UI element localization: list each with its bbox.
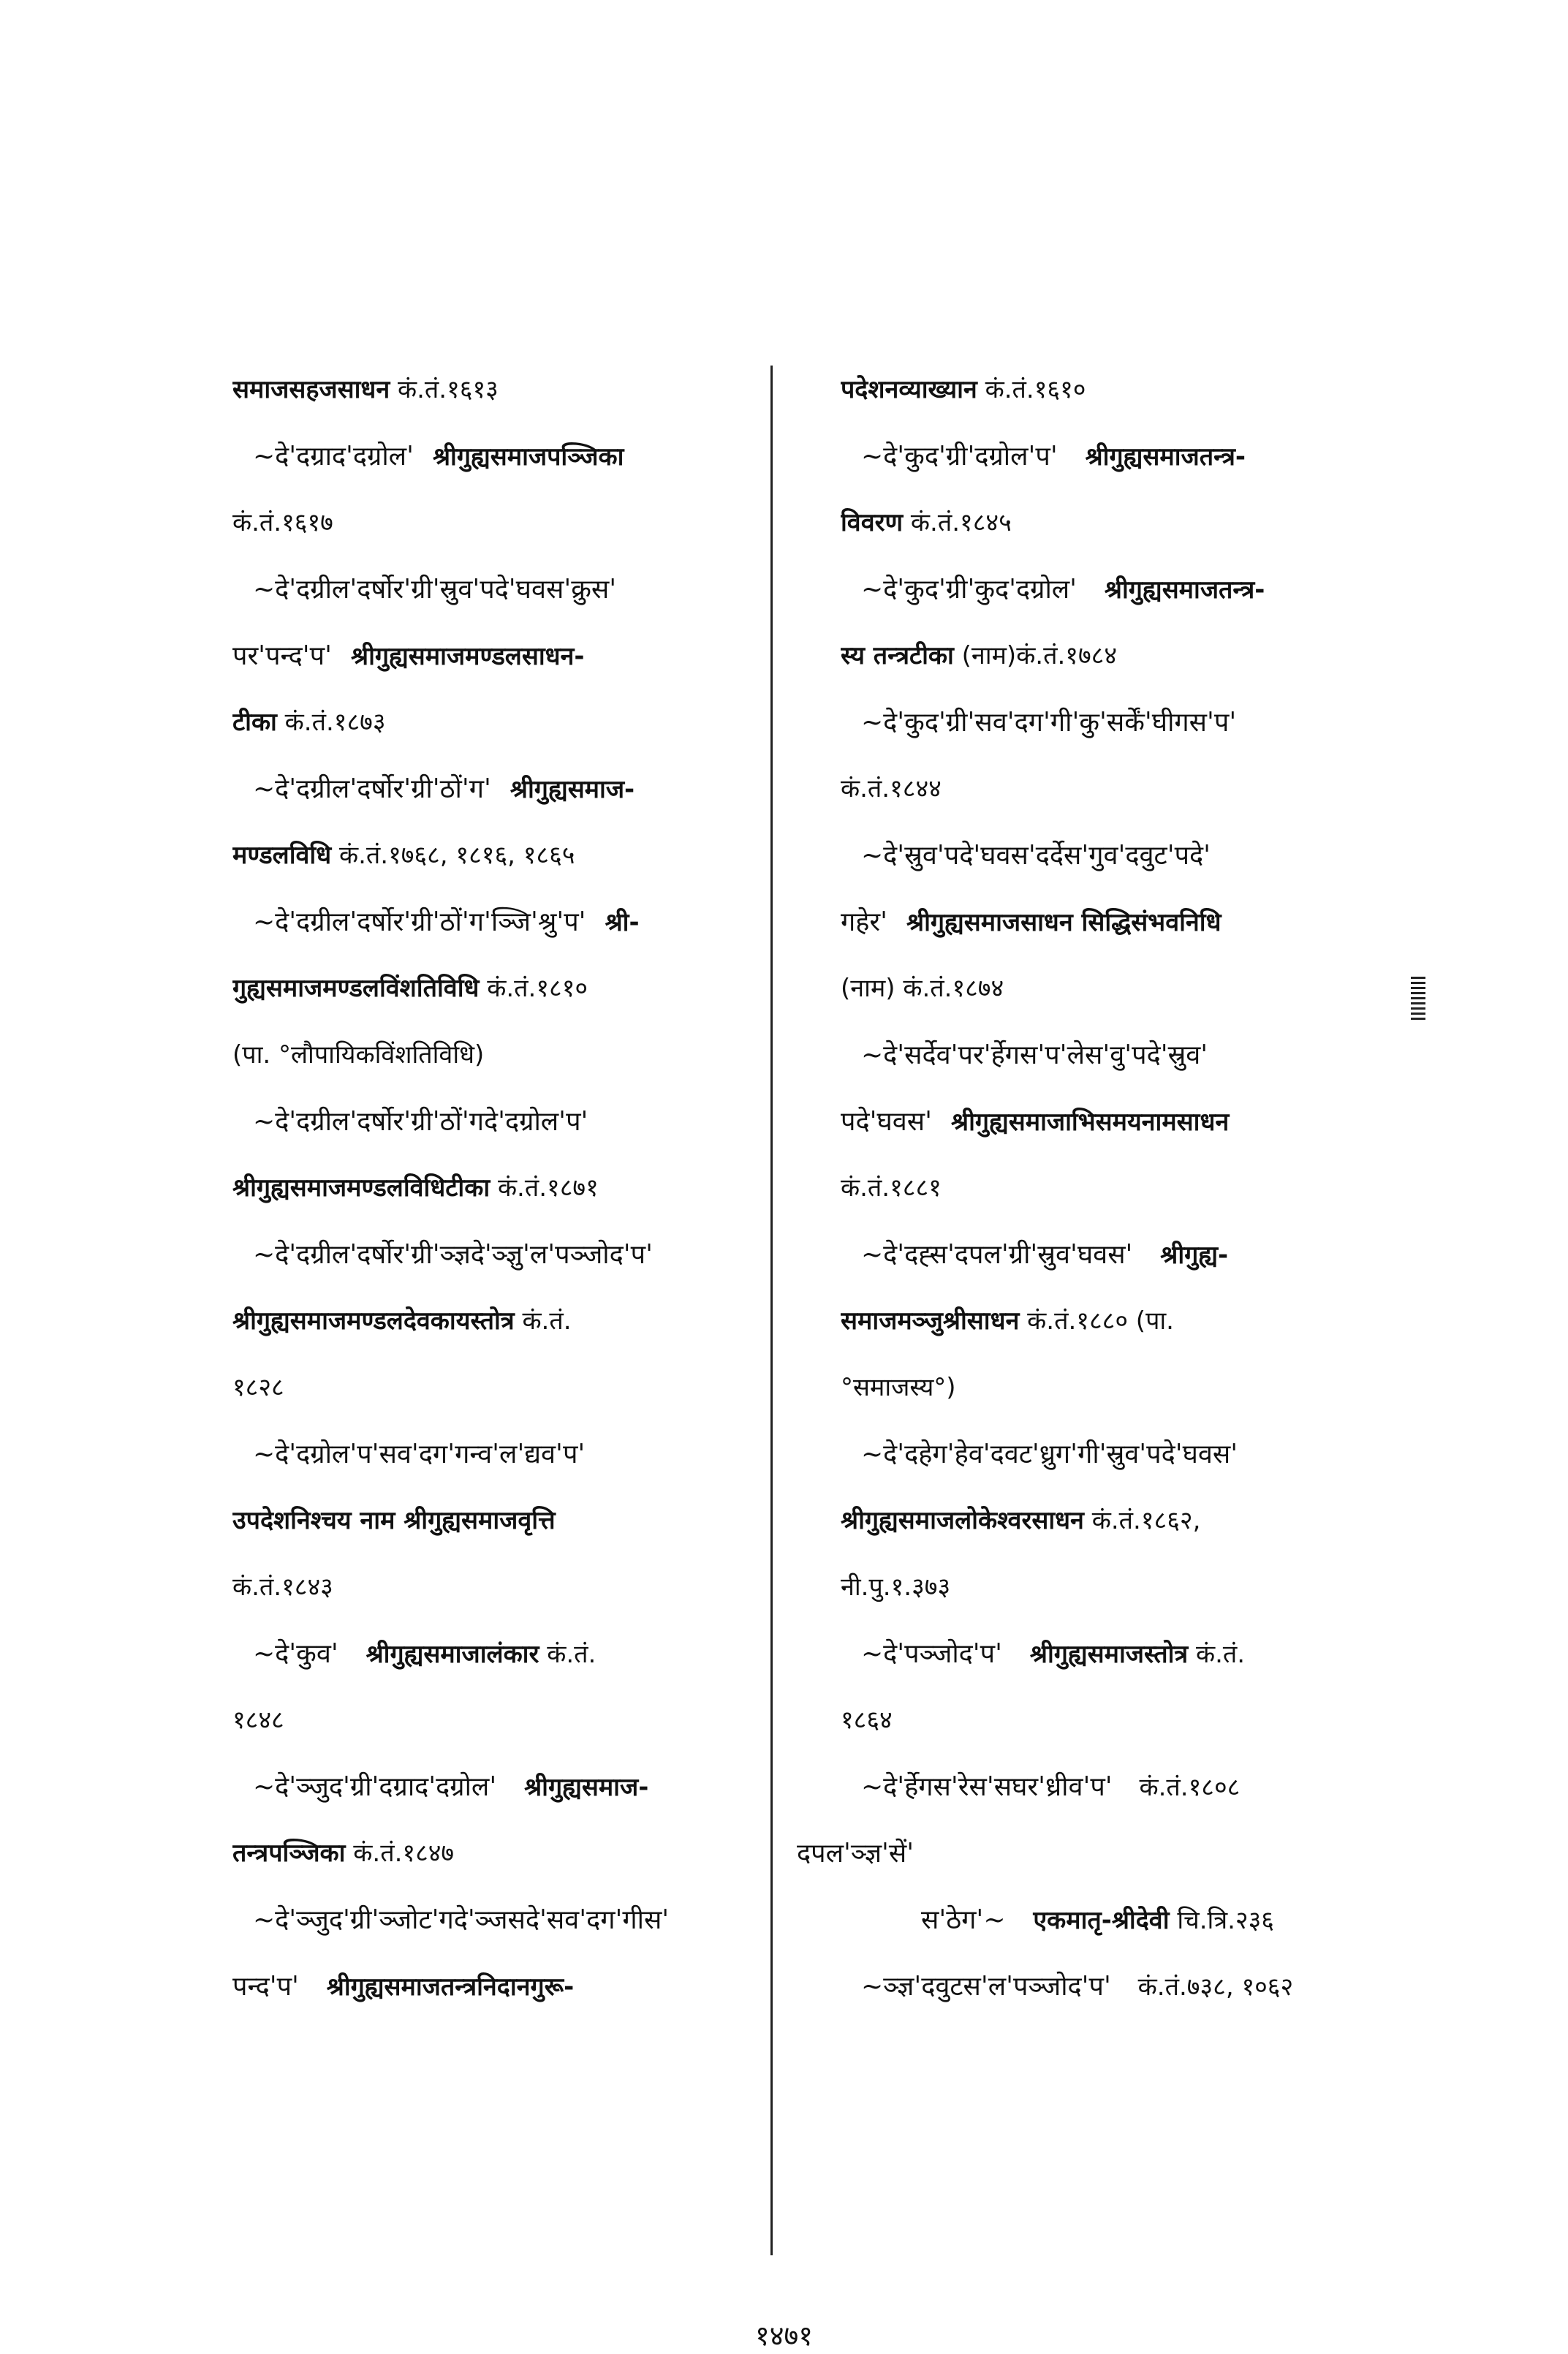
sanskrit-title: श्रीगुह्यसमाजसाधन सिद्धिसंभवनिधि — [906, 908, 1222, 937]
tibetan-title: दपल'ञ्ज्ञ'सें' — [797, 1839, 914, 1869]
entry-line — [232, 1621, 760, 1687]
entry-line — [232, 1554, 760, 1621]
tibetan-title: ~दे'दहेग'हेव'दवट'ध्रुग'गी'स्रुव'पदे'घवस' — [861, 1439, 1238, 1469]
catalog-reference: कं.तं.१८४७ — [345, 1839, 455, 1868]
tibetan-title: ~दे'दग्राद'दग्रोल' — [253, 442, 414, 472]
right-column — [797, 357, 1378, 2020]
entry-line — [232, 1155, 760, 1222]
entry-line — [232, 1089, 760, 1155]
sanskrit-title: श्रीगुह्यसमाजाभिसमयनामसाधन — [951, 1108, 1230, 1137]
tibetan-title: ~दे'दग्रील'दर्षोर'ग्री'स्रुव'पदे'घवस'क्रुस' — [253, 575, 617, 605]
sanskrit-title: श्रीगुह्यसमाजस्तोत्र — [1021, 1640, 1189, 1669]
entry-line — [841, 423, 1378, 490]
tibetan-title: ~दे'पञ्जोद'प' — [861, 1639, 1003, 1669]
margin-mark-icon — [1411, 977, 1425, 1022]
tibetan-title: ~दे'दग्रोल'प'सव'दग'गन्व'ल'द्यव'प' — [253, 1439, 586, 1469]
entry-line — [232, 1421, 760, 1488]
entry-line — [232, 1488, 760, 1554]
entry-line — [232, 1355, 760, 1421]
entry-line — [232, 1022, 760, 1089]
tibetan-title: स'ठेग'~ — [921, 1905, 1006, 1935]
entry-line — [841, 955, 1378, 1022]
entry-line — [841, 490, 1378, 556]
catalog-reference: कं.तं.१८६२, — [1083, 1506, 1201, 1535]
tibetan-title: ~दे'दग्रील'दर्षोर'ग्री'ञ्ज्ञदे'ञ्ज्ञु'ल'पञ्जोद'प' — [253, 1240, 653, 1270]
sanskrit-title: श्रीगुह्यसमाजालंकार — [357, 1640, 539, 1669]
tibetan-title: ~दे'र्हेगस'रेस'सघर'ध्रीव'प' — [861, 1772, 1113, 1802]
sanskrit-title: श्रीगुह्य- — [1151, 1241, 1229, 1270]
tibetan-title: ~दे'दग्रील'दर्षोर'ग्री'ठों'ग' — [253, 774, 491, 804]
entry-line — [232, 1754, 760, 1820]
entry-line — [841, 1155, 1378, 1222]
sanskrit-title: श्रीगुह्यसमाजपञ्जिका — [432, 442, 624, 472]
catalog-reference: कं.तं.१८८० (पा. — [1019, 1306, 1174, 1336]
catalog-reference: (नाम)कं.तं.१७८४ — [953, 641, 1118, 670]
sanskrit-title: श्रीगुह्यसमाज- — [515, 1773, 649, 1802]
entry-line — [841, 556, 1378, 623]
left-column — [232, 357, 760, 2020]
catalog-reference: चि.त्रि.२३६ — [1169, 1906, 1274, 1935]
tibetan-title: पदे'घवस' — [841, 1107, 932, 1137]
catalog-reference: कं.तं.१८४३ — [232, 1573, 333, 1602]
entry-line — [232, 1222, 760, 1288]
sanskrit-title: श्रीगुह्यसमाजतन्त्रनिदानगुरू- — [317, 1972, 575, 2002]
tibetan-title: ~दे'सर्देव'पर'र्हेगस'प'लेस'वु'पदे'स्रुव' — [861, 1040, 1208, 1070]
entry-line — [232, 1288, 760, 1355]
entry-line — [841, 1022, 1378, 1089]
entry-line — [232, 756, 760, 822]
catalog-reference: कं.तं.१७६८, १८१६, १८६५ — [331, 841, 575, 870]
catalog-reference: कं.तं.१६१७ — [232, 508, 333, 537]
entry-line — [841, 1222, 1378, 1288]
sanskrit-title: स्य तन्त्रटीका — [841, 641, 954, 670]
sanskrit-title: एकमातृ-श्रीदेवी — [1024, 1906, 1170, 1935]
tibetan-title: पर'पन्द'प' — [232, 641, 332, 671]
entry-line — [841, 1887, 1378, 1953]
entry-line — [232, 556, 760, 623]
entry-line — [841, 1554, 1378, 1621]
tibetan-title: ~दे'कुद'ग्री'कुद'दग्रोल' — [861, 575, 1077, 605]
catalog-reference: कं.तं.१६१० — [977, 375, 1086, 404]
sanskrit-title: उपदेशनिश्चय नाम श्रीगुह्यसमाजवृत्ति — [232, 1506, 556, 1535]
catalog-reference: कं.तं.१८१० — [479, 974, 588, 1003]
catalog-reference: कं.तं.१८४४ — [841, 774, 942, 803]
sanskrit-title: श्री- — [605, 908, 640, 937]
entry-line — [841, 357, 1378, 423]
entry-line — [232, 490, 760, 556]
entry-line — [232, 423, 760, 490]
tibetan-title: ~दे'कुव' — [253, 1639, 338, 1669]
catalog-reference: नी.पु.१.३७३ — [841, 1573, 951, 1602]
sanskrit-title: टीका — [232, 708, 277, 737]
sanskrit-title: गुह्यसमाजमण्डलविंशतिविधि — [232, 974, 480, 1003]
sanskrit-title: श्रीगुह्यसमाजलोकेश्वरसाधन — [841, 1506, 1084, 1535]
entry-line — [232, 623, 760, 689]
tibetan-title: ~दे'ञ्जुद'ग्री'ञ्जोट'गदे'ञ्जसदे'सव'दग'गीस' — [253, 1905, 670, 1935]
entry-line — [841, 1621, 1378, 1687]
catalog-reference: कं.तं. — [539, 1640, 596, 1669]
entry-line — [841, 1953, 1378, 2020]
catalog-reference: (नाम) कं.तं.१८७४ — [841, 974, 1004, 1003]
tibetan-title: ~दे'स्रुव'पदे'घवस'दर्देस'गुव'दवुट'पदे' — [861, 841, 1211, 871]
entry-line — [232, 1687, 760, 1754]
entry-line — [841, 1355, 1378, 1421]
entry-line — [841, 1421, 1378, 1488]
sanskrit-title: श्रीगुह्यसमाज- — [510, 775, 635, 804]
catalog-reference: कं.तं.१६१३ — [390, 375, 499, 404]
page-number: १४७१ — [754, 2320, 814, 2352]
catalog-reference: १८२८ — [232, 1373, 284, 1402]
tibetan-title: ~दे'दग्रील'दर्षोर'ग्री'ठों'गदे'दग्रोल'प' — [253, 1107, 588, 1137]
entry-line — [841, 1754, 1378, 1820]
tibetan-title: ~दे'कुद'ग्री'दग्रोल'प' — [861, 442, 1058, 472]
entry-line — [797, 1820, 1378, 1887]
tibetan-title: पन्द'प' — [232, 1972, 299, 2002]
entry-line — [232, 357, 760, 423]
catalog-reference: कं.तं.१८४५ — [903, 508, 1012, 537]
entry-line — [841, 1089, 1378, 1155]
entry-line — [841, 889, 1378, 955]
catalog-reference: कं.तं.१८८१ — [841, 1173, 942, 1203]
entry-line — [232, 889, 760, 955]
entry-line — [841, 689, 1378, 756]
sanskrit-title: श्रीगुह्यसमाजतन्त्र- — [1096, 575, 1265, 605]
sanskrit-title: श्रीगुह्यसमाजमण्डलदेवकायस्तोत्र — [232, 1306, 515, 1336]
tibetan-title: गहेर' — [841, 907, 888, 937]
sanskrit-title: पदेशनव्याख्यान — [841, 375, 977, 404]
entry-line — [232, 822, 760, 889]
entry-line — [232, 1820, 760, 1887]
tibetan-title: ~दे'दह्स'दपल'ग्री'स्रुव'घवस' — [861, 1240, 1133, 1270]
column-divider — [770, 366, 773, 2255]
sanskrit-title: श्रीगुह्यसमाजमण्डलसाधन- — [351, 642, 585, 671]
catalog-reference: कं.तं. — [1188, 1640, 1246, 1669]
catalog-reference: १८६४ — [841, 1706, 893, 1735]
entry-line — [841, 1687, 1378, 1754]
catalog-reference: कं.तं.७३८, १०६२ — [1129, 1972, 1294, 2002]
sanskrit-title: मण्डलविधि — [232, 841, 332, 870]
catalog-reference: कं.तं.१८७१ — [490, 1173, 599, 1203]
tibetan-title: ~दे'दग्रील'दर्षोर'ग्री'ठों'ग'ञ्जि'श्रु'प' — [253, 907, 586, 937]
entry-line — [841, 1488, 1378, 1554]
catalog-reference: कं.तं. — [514, 1306, 572, 1336]
entry-line — [232, 1953, 760, 2020]
sanskrit-title: समाजमञ्जुश्रीसाधन — [841, 1306, 1020, 1336]
sanskrit-title: श्रीगुह्यसमाजमण्डलविधिटीका — [232, 1173, 491, 1203]
entry-line — [841, 756, 1378, 822]
catalog-reference: °समाजस्य°) — [841, 1373, 956, 1402]
entry-line — [841, 822, 1378, 889]
sanskrit-title: श्रीगुह्यसमाजतन्त्र- — [1076, 442, 1246, 472]
entry-line — [841, 623, 1378, 689]
tibetan-title: ~ञ्ज्ञ'दवुटस'ल'पञ्जोद'प' — [861, 1972, 1111, 2002]
catalog-reference: १८४८ — [232, 1706, 284, 1735]
catalog-reference: (पा. °लौपायिकविंशतिविधि) — [232, 1040, 485, 1070]
catalog-reference: कं.तं.१८७३ — [276, 708, 386, 737]
entry-line — [232, 1887, 760, 1953]
sanskrit-title: विवरण — [841, 508, 904, 537]
sanskrit-title: समाजसहजसाधन — [232, 375, 390, 404]
sanskrit-title: तन्त्रपञ्जिका — [232, 1839, 346, 1868]
entry-line — [841, 1288, 1378, 1355]
tibetan-title: ~दे'कुद'ग्री'सव'दग'गी'कु'सर्कें'घीगस'प' — [861, 708, 1237, 738]
entry-line — [232, 955, 760, 1022]
catalog-reference: कं.तं.१८०८ — [1131, 1773, 1241, 1802]
tibetan-title: ~दे'ञ्जुद'ग्री'दग्राद'दग्रोल' — [253, 1772, 497, 1802]
entry-line — [232, 689, 760, 756]
